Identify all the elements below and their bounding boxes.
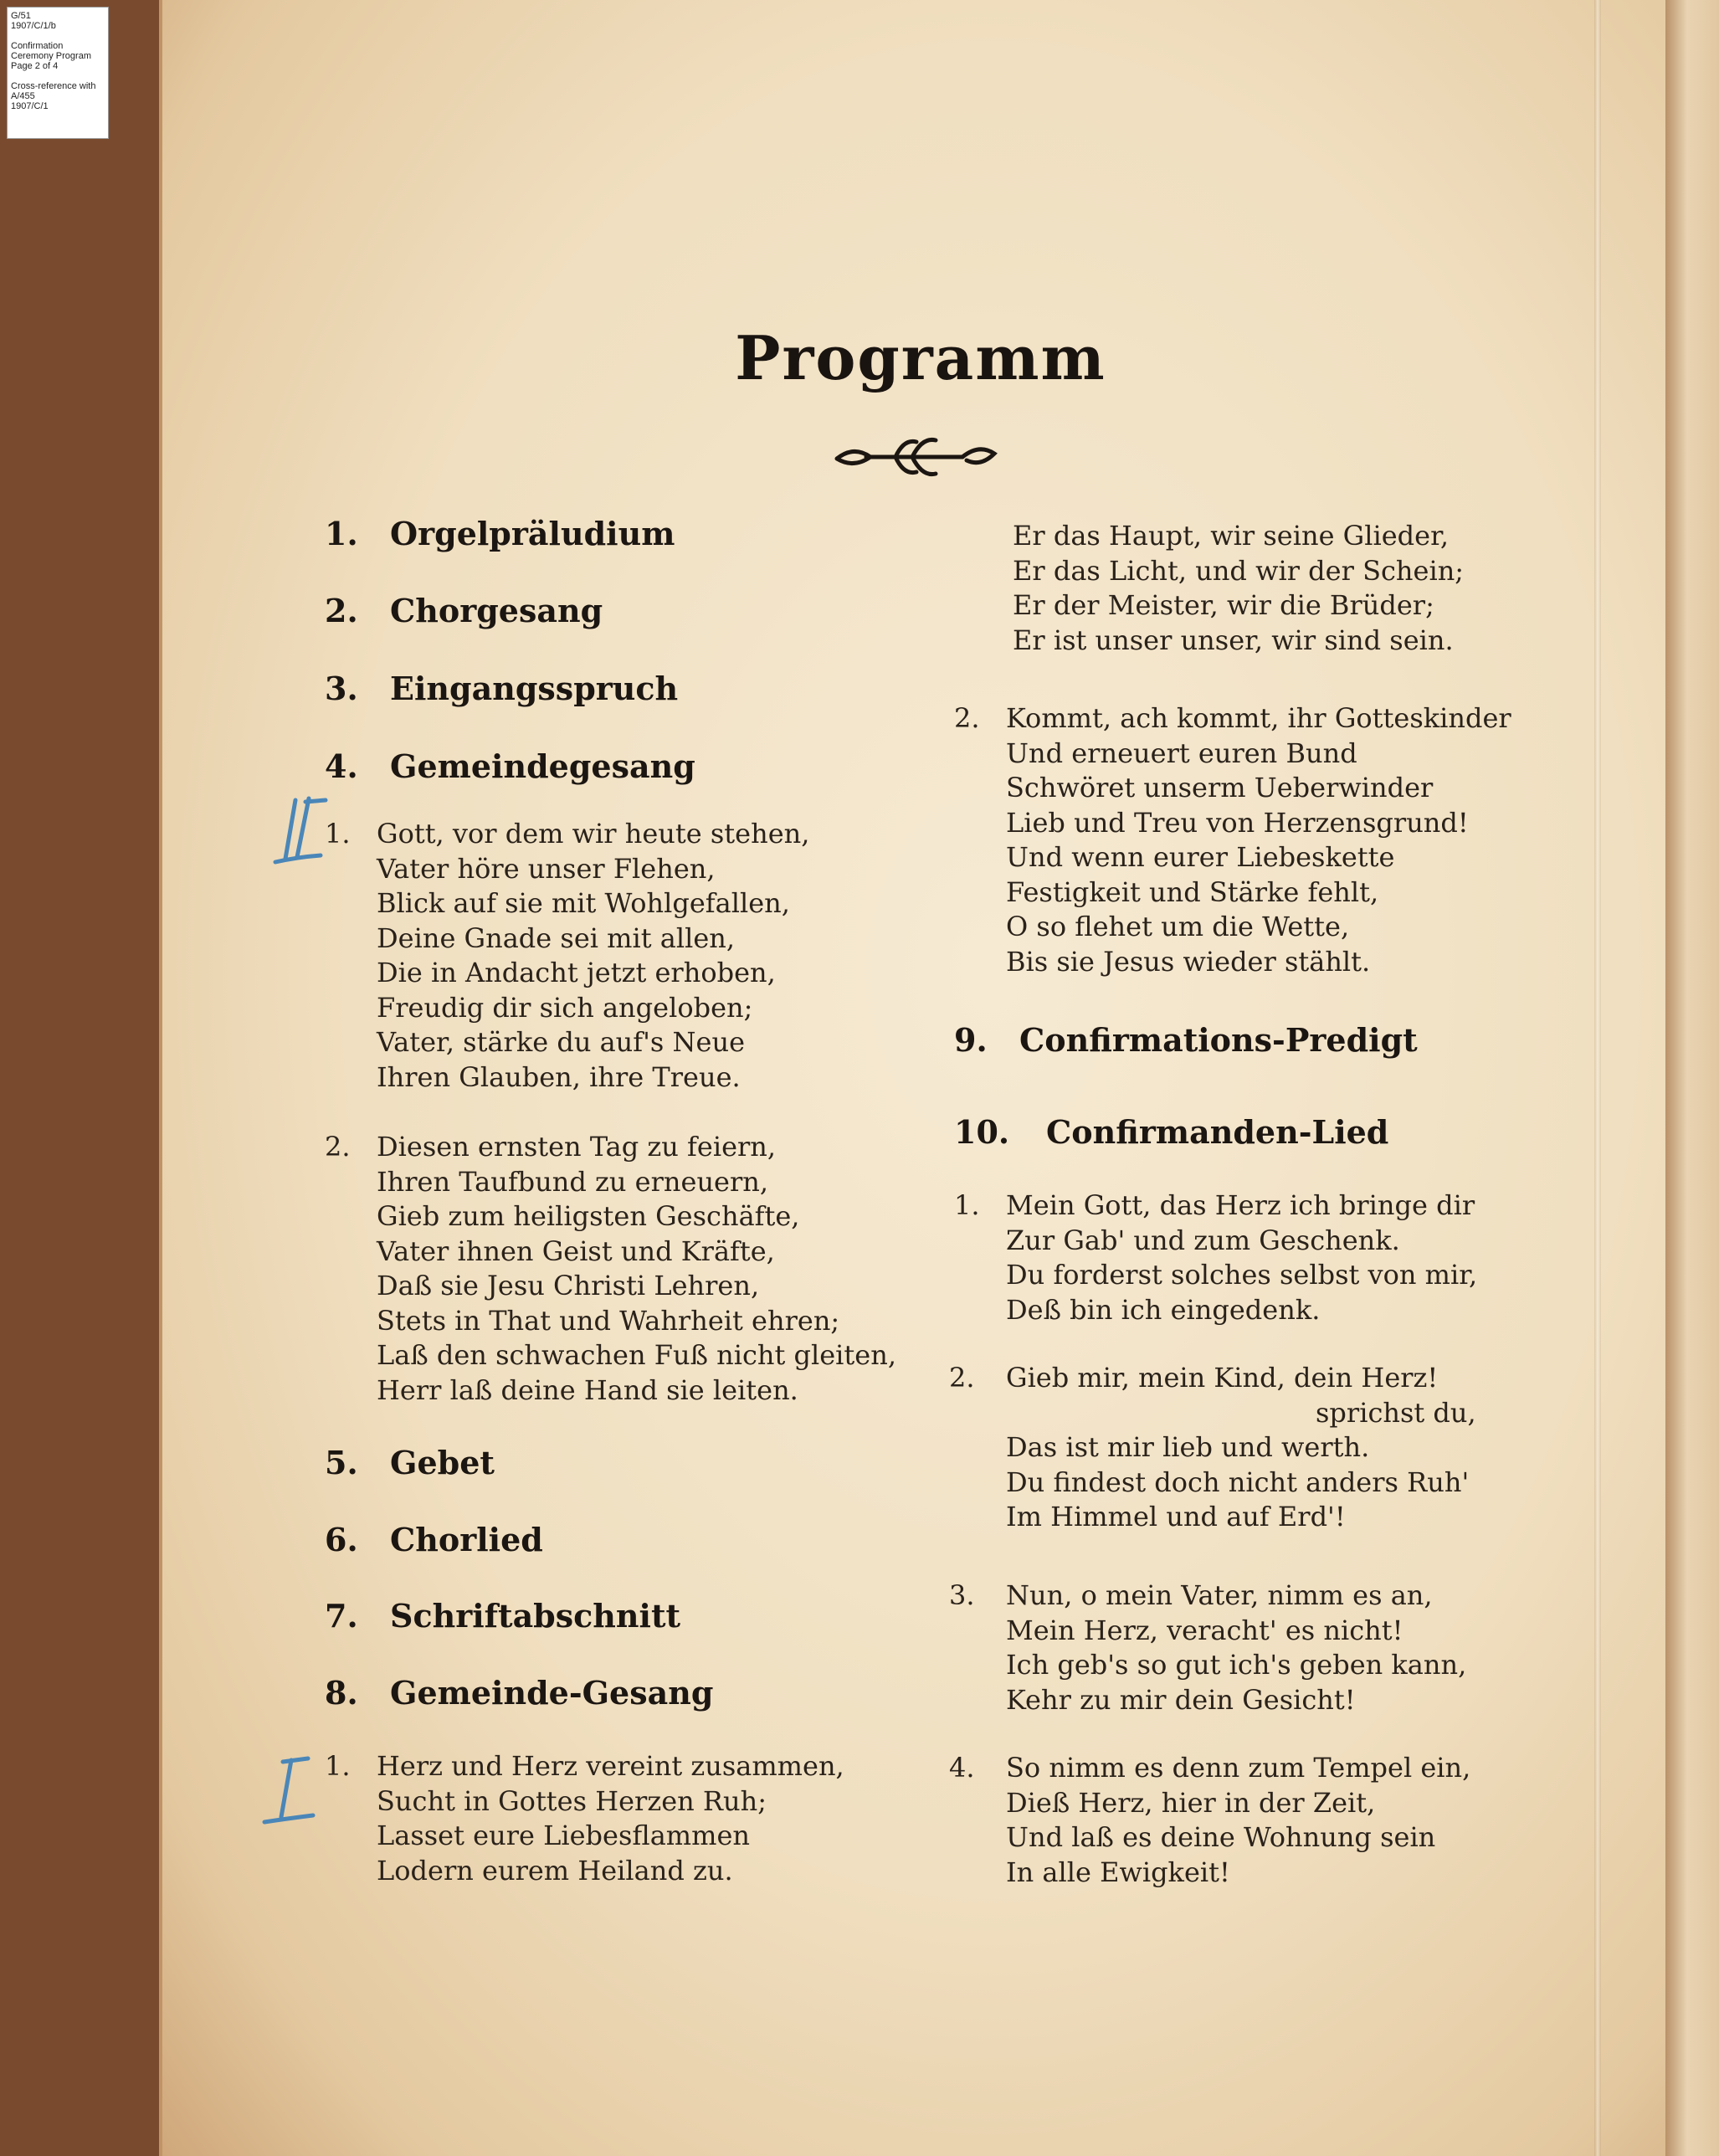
item-title: Eingangsspruch (390, 670, 679, 707)
item-number: 2. (325, 592, 358, 629)
hymn-verse-8-1-continued (961, 519, 1464, 658)
verse-line: sprichst du, (1316, 1396, 1476, 1429)
archive-label-line: Confirmation (11, 41, 64, 51)
pencil-mark-icon (272, 793, 339, 869)
verse-line: Vater ihnen Geist und Kräfte, (377, 1235, 775, 1267)
item-title: Chorlied (390, 1521, 543, 1558)
verse-line: Nun, o mein Vater, nimm es an, (1006, 1579, 1433, 1611)
verse-line: Er das Licht, und wir der Schein; (1013, 554, 1465, 587)
verse-line: Und wenn eurer Liebeskette (1006, 841, 1395, 873)
archive-label (7, 7, 109, 139)
archive-label-line: Ceremony Program (11, 51, 91, 61)
verse-line: Herr laß deine Hand sie leiten. (377, 1373, 798, 1406)
verse-line: Mein Herz, veracht' es nicht! (1006, 1614, 1403, 1646)
program-item-4 (325, 747, 695, 785)
item-number: 7. (325, 1597, 358, 1635)
program-item-3 (325, 670, 678, 707)
verse-line: Lasset eure Liebesflammen (377, 1820, 751, 1851)
verse-line: Mein Gott, das Herz ich bringe dir (1006, 1189, 1475, 1221)
verse-line: Diesen ernsten Tag zu feiern, (377, 1131, 777, 1163)
verse-line: Kehr zu mir dein Gesicht! (1006, 1683, 1356, 1716)
verse-line: Herz und Herz vereint zusammen, (377, 1750, 844, 1782)
item-title: Gemeinde-Gesang (390, 1674, 714, 1712)
program-item-8 (325, 1674, 713, 1712)
item-title: Gebet (390, 1444, 495, 1481)
verse-line: Lodern eurem Heiland zu. (377, 1854, 733, 1887)
item-number: 3. (325, 670, 358, 707)
pencil-mark-icon (258, 1753, 325, 1829)
verse-line: Das ist mir lieb und werth. (1006, 1431, 1370, 1463)
archive-label-line: G/51 (11, 11, 31, 21)
verse-line: Deß bin ich eingedenk. (1006, 1293, 1321, 1326)
verse-line: Bis sie Jesus wieder stählt. (1006, 945, 1371, 978)
program-item-1 (325, 515, 675, 552)
verse-number: 3. (949, 1579, 975, 1611)
verse-line: Ich geb's so gut ich's geben kann, (1006, 1649, 1467, 1681)
verse-line: Stets in That und Wahrheit ehren; (377, 1304, 840, 1337)
verse-number: 1. (954, 1189, 980, 1221)
item-title: Schriftabschnitt (390, 1597, 681, 1635)
fleuron-ornament-icon (829, 434, 1004, 480)
verse-line: Er ist unser unser, wir sind sein. (1013, 624, 1454, 656)
verse-number: 1. (325, 1750, 351, 1782)
verse-line: Du forderst solches selbst von mir, (1006, 1259, 1478, 1291)
handwritten-mark-top (272, 793, 339, 872)
verse-line: Und erneuert euren Bund (1006, 737, 1357, 769)
hymn-verse-8-1 (325, 1749, 844, 1888)
verse-line: Festigkeit und Stärke fehlt, (1006, 875, 1379, 908)
verse-line: Er das Haupt, wir seine Glieder, (1013, 520, 1450, 552)
verse-line: Er der Meister, wir die Brüder; (1013, 589, 1434, 621)
archive-label-line: Page 2 of 4 (11, 61, 59, 71)
hymn-verse-4-2 (325, 1130, 896, 1408)
hymn-verse-8-2 (954, 701, 1511, 979)
archive-label-line: 1907/C/1 (11, 101, 49, 111)
verse-line: Deine Gnade sei mit allen, (377, 921, 736, 954)
verse-number: 2. (954, 702, 980, 734)
archive-label-line (11, 71, 105, 81)
hymn-verse-10-2 (949, 1361, 1476, 1535)
verse-line: Im Himmel und auf Erd'! (1006, 1501, 1346, 1532)
hymn-verse-10-4 (949, 1751, 1470, 1890)
archive-label-line: Cross-reference with (11, 81, 96, 91)
verse-line: Laß den schwachen Fuß nicht gleiten, (377, 1339, 896, 1371)
verse-line: Schwöret unserm Ueberwinder (1006, 772, 1434, 803)
verse-line: Vater, stärke du auf's Neue (377, 1026, 745, 1058)
item-title: Confirmations-Predigt (1019, 1021, 1418, 1059)
verse-number: 2. (325, 1131, 351, 1163)
verse-line: Gott, vor dem wir heute stehen, (377, 818, 810, 850)
verse-line: In alle Ewigkeit! (1006, 1856, 1230, 1888)
verse-number: 1. (325, 818, 351, 850)
verse-line: Dieß Herz, hier in der Zeit, (1006, 1786, 1376, 1819)
item-title: Chorgesang (390, 592, 603, 629)
hymn-verse-10-3 (949, 1578, 1466, 1717)
item-number: 6. (325, 1521, 358, 1558)
page-fold (1594, 0, 1601, 2156)
program-item-6 (325, 1521, 543, 1558)
item-number: 10. (954, 1113, 1010, 1151)
verse-line: Kommt, ach kommt, ihr Gotteskinder (1006, 702, 1511, 734)
archive-label-line (11, 31, 105, 41)
verse-line: Daß sie Jesu Christi Lehren, (377, 1270, 760, 1301)
verse-line: Lieb und Treu von Herzensgrund! (1006, 806, 1469, 839)
handwritten-mark-bottom (258, 1753, 325, 1832)
item-number: 5. (325, 1444, 358, 1481)
program-item-10 (954, 1113, 1388, 1151)
verse-line: Die in Andacht jetzt erhoben, (377, 957, 776, 988)
verse-line: So nimm es denn zum Tempel ein, (1006, 1752, 1471, 1784)
item-title: Gemeindegesang (390, 747, 695, 785)
program-item-5 (325, 1444, 495, 1481)
item-number: 9. (954, 1021, 988, 1059)
item-title: Orgelpräludium (390, 515, 675, 552)
verse-line: Freudig dir sich angeloben; (377, 991, 753, 1024)
verse-line: Sucht in Gottes Herzen Ruh; (377, 1784, 767, 1817)
archive-label-line: A/455 (11, 91, 35, 101)
verse-line: Gieb zum heiligsten Geschäfte, (377, 1200, 800, 1232)
verse-number: 2. (949, 1362, 975, 1394)
verse-line: Ihren Taufbund zu erneuern, (377, 1165, 769, 1198)
program-item-7 (325, 1597, 680, 1635)
verse-line: Ihren Glauben, ihre Treue. (377, 1060, 741, 1093)
verse-line: Gieb mir, mein Kind, dein Herz! (1006, 1362, 1439, 1394)
program-item-9 (954, 1021, 1418, 1059)
hymn-verse-10-1 (954, 1188, 1477, 1327)
item-number: 8. (325, 1674, 358, 1712)
page-title: Programm (735, 322, 1106, 393)
item-number: 4. (325, 747, 358, 785)
program-item-2 (325, 592, 603, 629)
hymn-verse-4-1 (325, 817, 809, 1095)
item-title: Confirmanden-Lied (1046, 1113, 1389, 1151)
next-page-edge (1665, 0, 1719, 2156)
verse-line: O so flehet um die Wette, (1006, 911, 1350, 942)
verse-line: Und laß es deine Wohnung sein (1006, 1821, 1436, 1853)
verse-line: Vater höre unser Flehen, (377, 852, 716, 885)
verse-number: 4. (949, 1752, 975, 1784)
item-number: 1. (325, 515, 358, 552)
verse-line: Zur Gab' und zum Geschenk. (1006, 1224, 1400, 1256)
archive-label-line: 1907/C/1/b (11, 21, 56, 31)
verse-line: Du findest doch nicht anders Ruh' (1006, 1466, 1470, 1498)
verse-line: Blick auf sie mit Wohlgefallen, (377, 887, 790, 919)
